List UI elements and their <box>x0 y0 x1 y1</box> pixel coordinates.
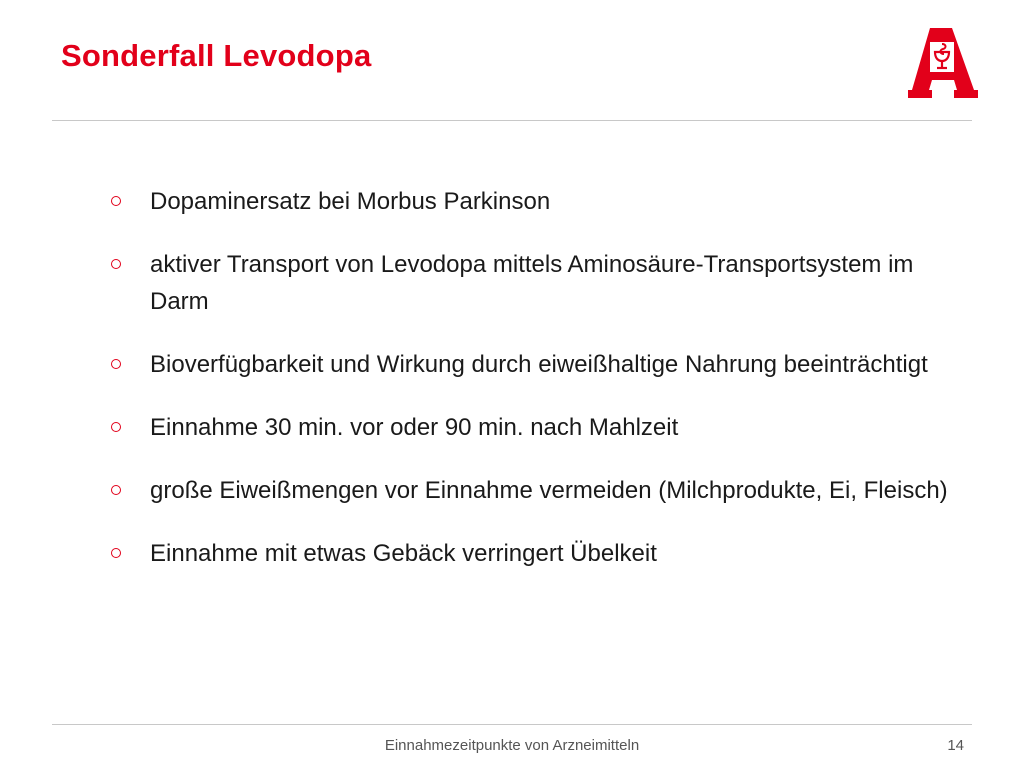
bullet-text: große Eiweißmengen vor Einnahme vermeiden (Milchprodukte, Ei, Fleisch) <box>150 477 948 504</box>
header-divider <box>52 120 972 121</box>
bullet-text: Einnahme mit etwas Gebäck verringert Übelkeit <box>150 540 657 567</box>
page-number: 14 <box>947 737 964 754</box>
bullet-list <box>110 183 970 598</box>
circle-bullet-icon <box>111 259 121 269</box>
bullet-item <box>110 183 970 220</box>
bullet-item <box>110 472 970 509</box>
circle-bullet-icon <box>111 422 121 432</box>
bullet-item <box>110 346 970 383</box>
footer-title: Einnahmezeitpunkte von Arzneimitteln <box>384 737 640 754</box>
bullet-item <box>110 535 970 572</box>
circle-bullet-icon <box>111 485 121 495</box>
circle-bullet-icon <box>111 196 121 206</box>
bullet-text: aktiver Transport von Levodopa mittels Aminosäure-Transportsystem im Darm <box>150 251 914 315</box>
bullet-text: Dopaminersatz bei Morbus Parkinson <box>150 188 551 215</box>
apotheke-a-icon <box>908 24 978 98</box>
bullet-item <box>110 246 970 320</box>
footer-divider <box>52 724 972 725</box>
bullet-text: Einnahme 30 min. vor oder 90 min. nach Mahlzeit <box>150 414 679 441</box>
bullet-text: Bioverfügbarkeit und Wirkung durch eiweißhaltige Nahrung beeinträchtigt <box>150 351 928 378</box>
slide-title: Sonderfall Levodopa <box>61 38 372 73</box>
circle-bullet-icon <box>111 359 121 369</box>
circle-bullet-icon <box>111 548 121 558</box>
bullet-item <box>110 409 970 446</box>
